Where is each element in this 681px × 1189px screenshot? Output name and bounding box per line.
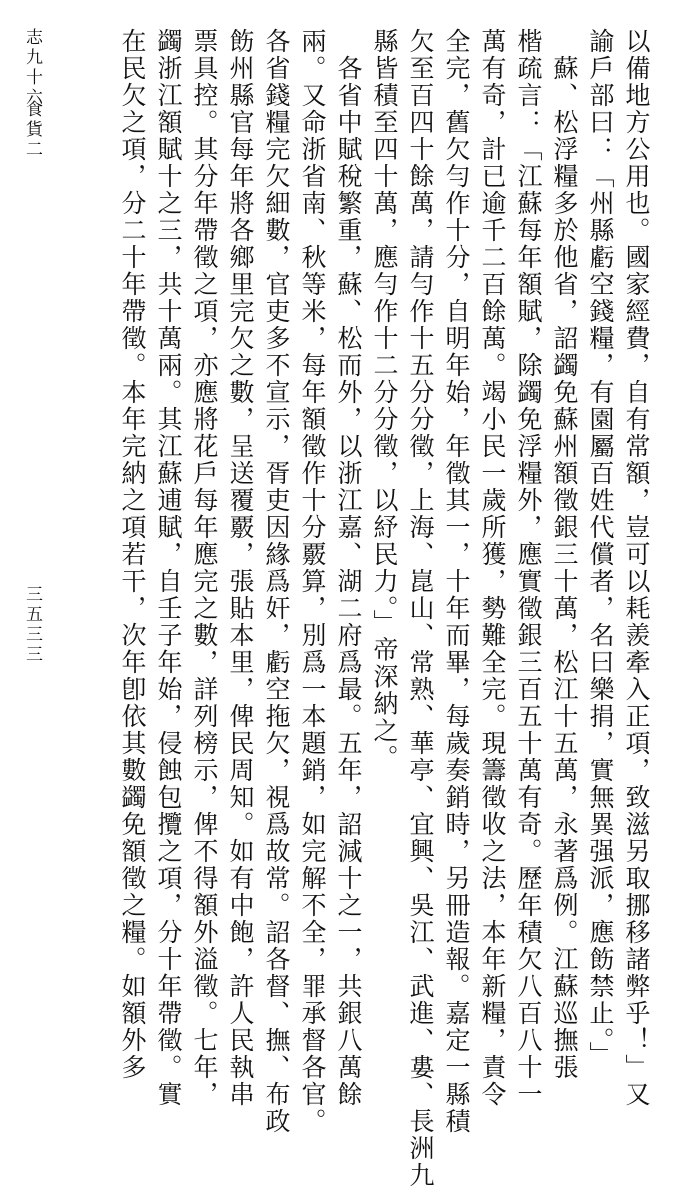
text-column-1: 以備地方公用也。國家經費，自有常額，豈可以耗羨牽入正項，致滋另取挪移諸弊乎！」又	[622, 28, 651, 1108]
text-column-8: 縣皆積至四十萬，應勻作十二分分徵，以紓民力。」帝深納之。	[370, 28, 399, 772]
text-column-7: 欠至百四十餘萬，請勻作十五分分徵，上海、崑山、常熟、華亭、宜興、吳江、武進、婁、長洲九	[406, 28, 435, 1189]
text-column-5: 萬有奇，計已逾千二百餘萬。竭小民一歲所獲，勢難全完。現籌徵收之法，本年新糧，責令	[478, 28, 507, 1108]
text-column-3: 蘇、松浮糧多於他省，詔蠲免蘇州額徵銀三十萬，松江十五萬，永著爲例。江蘇巡撫張	[550, 28, 579, 1081]
text-column-2: 諭戶部曰：「州縣虧空錢糧，有園屬百姓代償者，名曰樂捐，實無異强派，應飭禁止。」	[586, 28, 615, 1069]
page-number: 三五三三	[22, 585, 42, 665]
text-column-12: 飭州縣官每年將各鄉里完欠之數，呈送覆覈，張貼本里，俾民周知。如有中飽，許人民執串	[226, 28, 255, 1108]
text-column-6: 全完，舊欠勻作十分，自明年始，年徵其一，十年而畢，每歲奏銷時，另冊造報。嘉定一縣積	[442, 28, 471, 1135]
text-column-15: 在民欠之項，分二十年帶徵。本年完納之項若干，次年卽依其數蠲免額徵之糧。如額外多	[118, 28, 147, 1081]
text-column-13: 票具控。其分年帶徵之項，亦應將花戶每年應完之數，詳列榜示，俾不得額外溢徵。七年，	[190, 28, 219, 1108]
text-column-4: 楷疏言：「江蘇每年額賦，除蠲免浮糧外，應實徵銀三百五十萬有奇。歷年積欠八百八十一	[514, 28, 543, 1108]
text-column-14: 蠲浙江額賦十之三，共十萬兩。其江蘇逋賦，自壬子年始，侵蝕包攬之項，分十年帶徵。實	[154, 28, 183, 1108]
text-column-9: 各省中賦稅繁重，蘇、松而外，以浙江嘉、湖二府爲最。五年，詔減十之一，共銀八萬餘	[334, 28, 363, 1108]
chapter-header: 志九十六	[22, 28, 42, 108]
text-column-11: 各省錢糧完欠細數，官吏多不宣示，胥吏因緣爲奸，虧空拖欠，視爲故常。詔各督、撫、布政	[262, 28, 291, 1135]
text-column-10: 兩。又命浙省南、秋等米，每年額徵作十分覈算，別爲一本題銷，如完解不全，罪承督各官。	[298, 28, 327, 1135]
section-header: 食貨二	[22, 100, 42, 160]
